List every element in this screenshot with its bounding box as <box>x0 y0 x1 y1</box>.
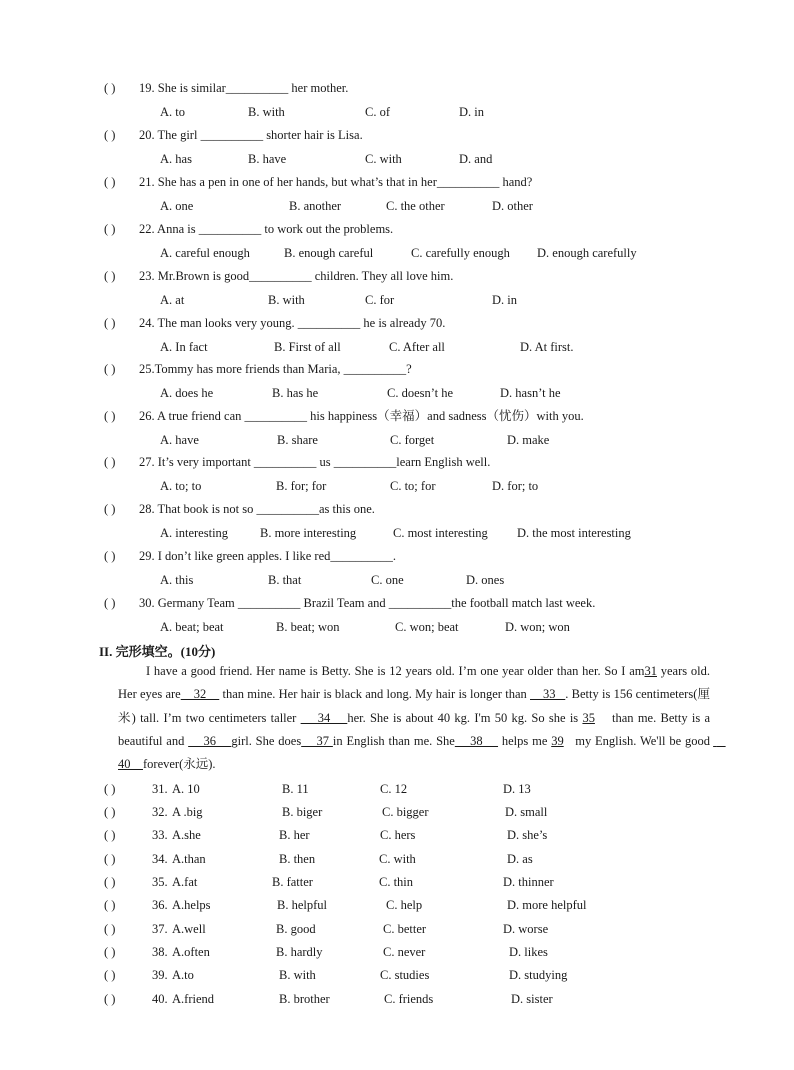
answer-option: A. In fact <box>160 340 208 354</box>
answer-option: D. in <box>492 293 517 307</box>
question-number: 38. <box>152 945 168 959</box>
answer-paren: ( ) <box>104 805 116 819</box>
answer-option: B. more interesting <box>260 526 357 540</box>
answer-option: C. hers <box>380 828 416 842</box>
passage-text: girl. She does <box>231 733 302 748</box>
answer-option: C. never <box>383 945 426 959</box>
question-number: 33. <box>152 828 168 842</box>
answer-option: A. has <box>160 152 192 166</box>
answer-option: A.helps <box>172 898 211 912</box>
question-number: 34. <box>152 852 168 866</box>
blank-number: 36 <box>188 733 232 748</box>
answer-option: B. with <box>268 293 305 307</box>
answer-option: C. with <box>365 152 402 166</box>
answer-option: D. the most interesting <box>517 526 631 540</box>
answer-option: B. has he <box>272 386 319 400</box>
answer-option: B. brother <box>279 992 330 1006</box>
answer-paren: ( ) <box>104 875 116 889</box>
blank-number: 31 <box>644 664 657 678</box>
blank-number: 33 <box>530 687 566 702</box>
blank-number: 34 <box>300 710 348 725</box>
answer-option: B. that <box>268 573 302 587</box>
answer-option: D. worse <box>503 922 549 936</box>
answer-option: D. for; to <box>492 479 539 493</box>
answer-option: A.often <box>172 945 210 959</box>
passage-text: I have a good friend. Her name is Betty. She is 12 years old. I’m one year older than her. So I am <box>146 664 645 678</box>
answer-option: C. for <box>365 293 395 307</box>
answer-paren: ( ) <box>104 828 116 842</box>
answer-option: B. helpful <box>277 898 327 912</box>
answer-option: D. in <box>459 105 484 119</box>
blank-number: 39 <box>551 733 564 748</box>
question-stem: 30. Germany Team __________ Brazil Team and __________the football match last week. <box>139 596 596 610</box>
answer-paren: ( ) <box>104 81 116 95</box>
answer-option: A. one <box>160 199 194 213</box>
answer-option: D. small <box>505 805 548 819</box>
passage-text: in English than me. She <box>332 733 455 748</box>
answer-option: B. another <box>289 199 342 213</box>
blank-number: 37 <box>301 733 333 748</box>
answer-paren: ( ) <box>104 992 116 1006</box>
cloze-passage <box>118 660 726 776</box>
answer-option: B. First of all <box>274 340 341 354</box>
answer-paren: ( ) <box>104 945 116 959</box>
answer-option: C. After all <box>389 340 445 354</box>
answer-option: C. most interesting <box>393 526 488 540</box>
blank-number: 38 <box>454 733 499 748</box>
answer-paren: ( ) <box>104 596 116 610</box>
answer-option: C. thin <box>379 875 414 889</box>
answer-option: C. one <box>371 573 404 587</box>
answer-paren: ( ) <box>104 502 116 516</box>
blank-number: 40 <box>118 733 726 772</box>
passage-text: years old. Her eyes are <box>118 664 714 702</box>
answer-option: D. other <box>492 199 533 213</box>
answer-option: D. more helpful <box>507 898 587 912</box>
passage-text: forever(永远). <box>143 757 216 772</box>
passage-text: . Betty is 156 centimeters(厘米) tall. I’m two centimeters taller <box>118 687 710 725</box>
answer-option: A.well <box>172 922 206 936</box>
question-stem: 29. I don’t like green apples. I like red__________. <box>139 549 397 563</box>
question-number: 36. <box>152 898 168 912</box>
answer-option: C. friends <box>384 992 434 1006</box>
answer-option: D. thinner <box>503 875 554 889</box>
answer-option: A.fat <box>172 875 198 889</box>
answer-option: C. doesn’t he <box>387 386 454 400</box>
answer-option: B. beat; won <box>276 620 340 634</box>
answer-option: C. forget <box>390 433 435 447</box>
answer-option: C. 12 <box>380 782 408 796</box>
answer-option: A.than <box>172 852 206 866</box>
answer-paren: ( ) <box>104 782 116 796</box>
answer-option: C. the other <box>386 199 445 213</box>
answer-option: B. for; for <box>276 479 327 493</box>
answer-paren: ( ) <box>104 922 116 936</box>
answer-option: A. at <box>160 293 185 307</box>
section-heading: II. 完形填空。(10分) <box>99 644 216 659</box>
answer-option: C. better <box>383 922 427 936</box>
answer-paren: ( ) <box>104 316 116 330</box>
passage-text: than me. Betty is a beautiful and <box>118 710 714 748</box>
answer-option: B. share <box>277 433 318 447</box>
answer-option: C. of <box>365 105 390 119</box>
question-stem: 27. It’s very important __________ us __________learn English well. <box>139 455 491 469</box>
question-number: 40. <box>152 992 168 1006</box>
question-stem: 23. Mr.Brown is good__________ children. They all love him. <box>139 269 454 283</box>
answer-paren: ( ) <box>104 898 116 912</box>
answer-option: D. and <box>459 152 493 166</box>
answer-paren: ( ) <box>104 222 116 236</box>
answer-option: A. 10 <box>172 782 200 796</box>
blank-number: 32 <box>180 687 220 702</box>
answer-option: B. with <box>248 105 285 119</box>
answer-option: D. sister <box>511 992 553 1006</box>
question-stem: 20. The girl __________ shorter hair is Lisa. <box>139 128 363 142</box>
answer-option: B. her <box>279 828 310 842</box>
question-stem: 26. A true friend can __________ his happiness（幸福）and sadness（忧伤）with you. <box>139 409 584 423</box>
question-number: 37. <box>152 922 168 936</box>
question-number: 35. <box>152 875 168 889</box>
answer-option: A. beat; beat <box>160 620 224 634</box>
answer-option: A. to <box>160 105 185 119</box>
answer-option: C. won; beat <box>395 620 459 634</box>
answer-paren: ( ) <box>104 269 116 283</box>
answer-option: D. won; won <box>505 620 570 634</box>
answer-option: A. to; to <box>160 479 202 493</box>
answer-option: D. hasn’t he <box>500 386 561 400</box>
answer-option: B. 11 <box>282 782 309 796</box>
blank-number: 35 <box>582 710 595 725</box>
answer-option: A.to <box>172 968 194 982</box>
question-stem: 25.Tommy has more friends than Maria, __________? <box>139 362 412 376</box>
answer-option: C. studies <box>380 968 430 982</box>
answer-option: B. enough careful <box>284 246 374 260</box>
answer-option: D. ones <box>466 573 505 587</box>
answer-paren: ( ) <box>104 175 116 189</box>
answer-paren: ( ) <box>104 128 116 142</box>
question-stem: 19. She is similar__________ her mother. <box>139 81 349 95</box>
answer-option: C. help <box>386 898 423 912</box>
passage-text: than mine. Her hair is black and long. My hair is longer than <box>219 687 530 702</box>
answer-option: D. enough carefully <box>537 246 637 260</box>
question-number: 31. <box>152 782 168 796</box>
answer-option: D. studying <box>509 968 568 982</box>
passage-text: helps me <box>498 733 552 748</box>
answer-option: D. likes <box>509 945 548 959</box>
answer-paren: ( ) <box>104 968 116 982</box>
answer-option: D. At first. <box>520 340 574 354</box>
answer-option: D. 13 <box>503 782 531 796</box>
answer-option: B. hardly <box>276 945 323 959</box>
answer-option: B. have <box>248 152 287 166</box>
passage-text: her. She is about 40 kg. I'm 50 kg. So she is <box>347 710 583 725</box>
answer-option: C. carefully enough <box>411 246 510 260</box>
answer-option: A.she <box>172 828 201 842</box>
passage-text: my English. We'll be good <box>563 733 714 748</box>
answer-option: A .big <box>172 805 203 819</box>
answer-paren: ( ) <box>104 852 116 866</box>
answer-option: C. to; for <box>390 479 436 493</box>
question-stem: 28. That book is not so __________as this one. <box>139 502 375 516</box>
answer-option: D. as <box>507 852 533 866</box>
answer-paren: ( ) <box>104 362 116 376</box>
question-stem: 24. The man looks very young. __________ he is already 70. <box>139 316 446 330</box>
answer-paren: ( ) <box>104 455 116 469</box>
question-number: 39. <box>152 968 168 982</box>
answer-option: B. with <box>279 968 316 982</box>
answer-option: A. does he <box>160 386 214 400</box>
question-stem: 22. Anna is __________ to work out the problems. <box>139 222 394 236</box>
answer-option: B. biger <box>282 805 323 819</box>
answer-option: C. bigger <box>382 805 429 819</box>
answer-option: A.friend <box>172 992 214 1006</box>
answer-paren: ( ) <box>104 409 116 423</box>
answer-paren: ( ) <box>104 549 116 563</box>
answer-option: D. she’s <box>507 828 548 842</box>
answer-option: B. then <box>279 852 316 866</box>
answer-option: D. make <box>507 433 550 447</box>
answer-option: A. careful enough <box>160 246 250 260</box>
question-number: 32. <box>152 805 168 819</box>
question-stem: 21. She has a pen in one of her hands, but what’s that in her__________ hand? <box>139 175 533 189</box>
answer-option: C. with <box>379 852 416 866</box>
answer-option: A. interesting <box>160 526 229 540</box>
answer-option: B. fatter <box>272 875 313 889</box>
answer-option: B. good <box>276 922 316 936</box>
answer-option: A. have <box>160 433 199 447</box>
answer-option: A. this <box>160 573 194 587</box>
